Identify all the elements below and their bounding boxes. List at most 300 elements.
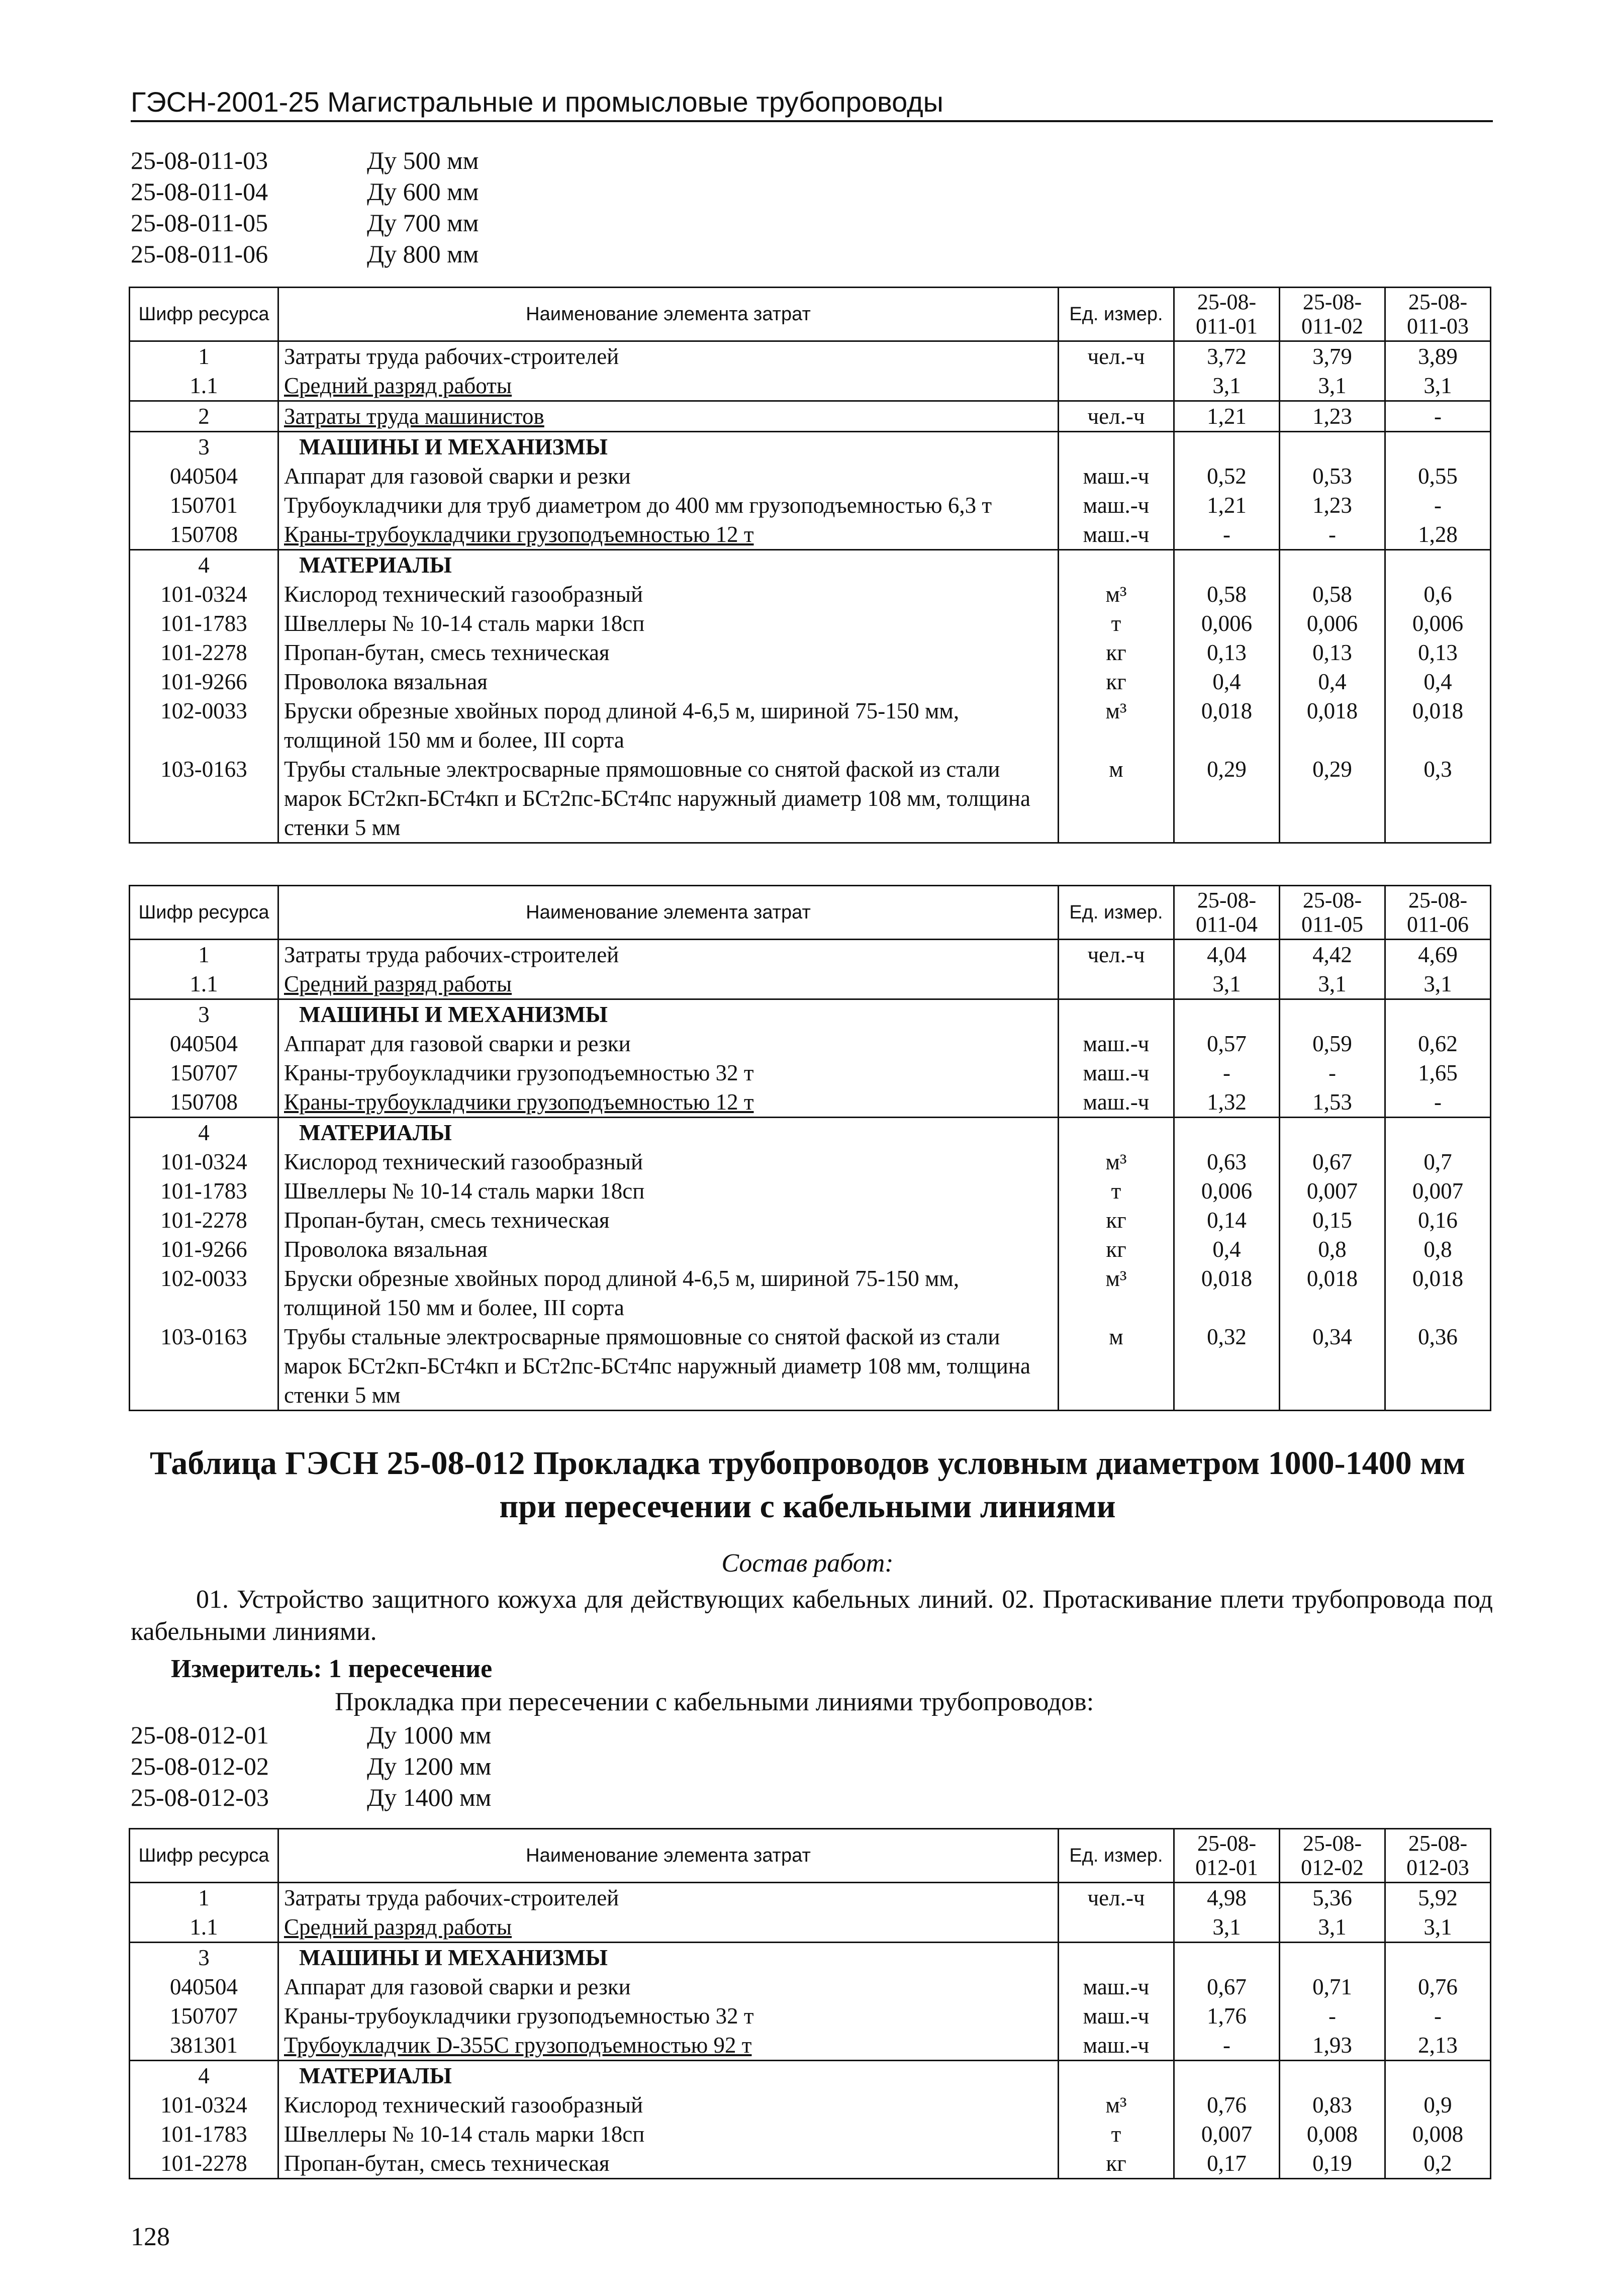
code-line xyxy=(131,207,479,238)
cell-value xyxy=(1280,550,1385,580)
cell-value: 0,007 xyxy=(1385,1176,1491,1206)
cell-value: 0,018 xyxy=(1174,1264,1280,1322)
header-row xyxy=(130,886,1491,940)
cell-value: 3,89 xyxy=(1385,341,1491,372)
cell-unit: чел.-ч xyxy=(1059,1883,1174,1913)
cell-unit: м³ xyxy=(1059,696,1174,755)
cell-name: МАШИНЫ И МЕХАНИЗМЫ xyxy=(278,432,1059,462)
table-row xyxy=(130,638,1491,667)
cell-value xyxy=(1280,999,1385,1030)
cell-value: 0,4 xyxy=(1174,667,1280,696)
cell-value: 0,007 xyxy=(1280,1176,1385,1206)
cell-value: 1,21 xyxy=(1174,401,1280,432)
cell-unit: маш.-ч xyxy=(1059,2001,1174,2031)
cell-value: 0,19 xyxy=(1280,2149,1385,2179)
table-row xyxy=(130,609,1491,638)
cell-name: Кислород технический газообразный xyxy=(278,2090,1059,2120)
codes-list-mid xyxy=(131,1719,491,1813)
cell-value: 0,67 xyxy=(1174,1972,1280,2001)
cell-value: 0,8 xyxy=(1280,1235,1385,1264)
section-row xyxy=(130,1943,1491,1973)
cell-value: 0,16 xyxy=(1385,1206,1491,1235)
cell-value: 0,29 xyxy=(1174,755,1280,843)
cell-code: 1 xyxy=(130,341,278,372)
cell-unit: маш.-ч xyxy=(1059,1087,1174,1118)
section-row xyxy=(130,550,1491,580)
table-row xyxy=(130,969,1491,999)
cell-value: 0,76 xyxy=(1385,1972,1491,2001)
cell-value: 0,62 xyxy=(1385,1029,1491,1058)
codes-intro: Прокладка при пересечении с кабельными линиями трубопроводов: xyxy=(335,1688,1094,1716)
column-header-name: Наименование элемента затрат xyxy=(278,1829,1059,1883)
cell-value xyxy=(1385,1118,1491,1148)
cell-value xyxy=(1280,432,1385,462)
cell-name: Трубоукладчик D-355C грузоподъемностью 92 т xyxy=(278,2031,1059,2061)
cell-code: 101-2278 xyxy=(130,2149,278,2179)
table-row xyxy=(130,696,1491,755)
cell-name: Пропан-бутан, смесь техническая xyxy=(278,1206,1059,1235)
cell-value: 1,76 xyxy=(1174,2001,1280,2031)
table-row xyxy=(130,1029,1491,1058)
cell-value: - xyxy=(1385,491,1491,520)
cell-value xyxy=(1174,550,1280,580)
cell-name: Пропан-бутан, смесь техническая xyxy=(278,638,1059,667)
cell-value: 0,14 xyxy=(1174,1206,1280,1235)
code-line xyxy=(131,176,479,207)
table-row xyxy=(130,1206,1491,1235)
cell-value: 0,29 xyxy=(1280,755,1385,843)
column-header-norm: 25-08-011-05 xyxy=(1280,886,1385,940)
cell-value: 3,72 xyxy=(1174,341,1280,372)
table-title-line: Таблица ГЭСН 25-08-012 Прокладка трубопроводов условным диаметром 1000-1400 мм xyxy=(149,1445,1466,1482)
cell-name: Кислород технический газообразный xyxy=(278,580,1059,609)
cell-code: 4 xyxy=(130,1118,278,1148)
cell-code: 1.1 xyxy=(130,371,278,401)
works-description: 01. Устройство защитного кожуха для действующих кабельных линий. 02. Протаскивание плети трубопровода под кабельными линиями. xyxy=(131,1585,1493,1646)
cell-value: 3,1 xyxy=(1174,1912,1280,1943)
code-line xyxy=(131,1719,491,1751)
cell-value: 0,018 xyxy=(1385,1264,1491,1322)
cell-code: 4 xyxy=(130,550,278,580)
section-row xyxy=(130,432,1491,462)
table-row xyxy=(130,1322,1491,1411)
column-header-unit: Ед. измер. xyxy=(1059,1829,1174,1883)
cell-unit xyxy=(1059,1912,1174,1943)
cell-value: 4,04 xyxy=(1174,940,1280,970)
cell-value: - xyxy=(1174,2031,1280,2061)
cell-value: 0,018 xyxy=(1280,696,1385,755)
cell-code: 150701 xyxy=(130,491,278,520)
table-row xyxy=(130,1883,1491,1913)
table-row xyxy=(130,1972,1491,2001)
cell-value: 0,71 xyxy=(1280,1972,1385,2001)
cell-value: - xyxy=(1385,401,1491,432)
code: 25-08-012-03 xyxy=(131,1783,269,1811)
cell-value: 1,93 xyxy=(1280,2031,1385,2061)
cell-value: 0,57 xyxy=(1174,1029,1280,1058)
cell-code: 102-0033 xyxy=(130,696,278,755)
cell-value: 0,3 xyxy=(1385,755,1491,843)
cell-value: 0,76 xyxy=(1174,2090,1280,2120)
cell-unit: кг xyxy=(1059,1206,1174,1235)
works-heading: Состав работ: xyxy=(721,1549,894,1578)
table-row xyxy=(130,1264,1491,1322)
diameter: Ду 500 мм xyxy=(367,146,479,174)
cell-value: 3,1 xyxy=(1280,1912,1385,1943)
code: 25-08-011-03 xyxy=(131,146,268,174)
cell-name: Средний разряд работы xyxy=(278,969,1059,999)
cell-value: 3,1 xyxy=(1385,1912,1491,1943)
cell-unit: кг xyxy=(1059,2149,1174,2179)
cell-value: 0,018 xyxy=(1385,696,1491,755)
cell-value: 1,23 xyxy=(1280,401,1385,432)
cell-code: 150708 xyxy=(130,520,278,550)
cell-unit: маш.-ч xyxy=(1059,520,1174,550)
cell-name: Трубы стальные электросварные прямошовные со снятой фаской из стали марок БСт2кп-БСт4кп и БСт2пс-БСт4пс наружный диаметр 108 мм, толщина стенки 5 мм xyxy=(278,1322,1059,1411)
code: 25-08-012-01 xyxy=(131,1721,269,1749)
cell-code: 150707 xyxy=(130,1058,278,1087)
column-header-norm: 25-08-011-01 xyxy=(1174,288,1280,341)
cell-value: 0,53 xyxy=(1280,462,1385,491)
cell-value: 0,2 xyxy=(1385,2149,1491,2179)
cell-name: МАТЕРИАЛЫ xyxy=(278,550,1059,580)
cell-name: Краны-трубоукладчики грузоподъемностью 32 т xyxy=(278,2001,1059,2031)
cell-name: Затраты труда рабочих-строителей xyxy=(278,341,1059,372)
code: 25-08-011-05 xyxy=(131,209,268,237)
table-row xyxy=(130,341,1491,372)
cell-name: Проволока вязальная xyxy=(278,667,1059,696)
cell-value: 0,007 xyxy=(1174,2120,1280,2149)
column-header-name: Наименование элемента затрат xyxy=(278,886,1059,940)
cell-code: 381301 xyxy=(130,2031,278,2061)
cell-name: Трубоукладчики для труб диаметром до 400 мм грузоподъемностью 6,3 т xyxy=(278,491,1059,520)
cell-unit: т xyxy=(1059,609,1174,638)
table-row xyxy=(130,1176,1491,1206)
column-header-norm: 25-08-011-04 xyxy=(1174,886,1280,940)
cell-name: Затраты труда машинистов xyxy=(278,401,1059,432)
cell-value xyxy=(1174,1118,1280,1148)
cell-value: - xyxy=(1280,520,1385,550)
cell-value: - xyxy=(1385,1087,1491,1118)
cell-value xyxy=(1385,999,1491,1030)
cell-value: 0,83 xyxy=(1280,2090,1385,2120)
column-header-norm: 25-08-012-01 xyxy=(1174,1829,1280,1883)
cell-value: 0,15 xyxy=(1280,1206,1385,1235)
table-row xyxy=(130,462,1491,491)
cell-value: 0,34 xyxy=(1280,1322,1385,1411)
table-row xyxy=(130,1087,1491,1118)
cell-name: Пропан-бутан, смесь техническая xyxy=(278,2149,1059,2179)
column-header-norm: 25-08-012-03 xyxy=(1385,1829,1491,1883)
cell-name: Средний разряд работы xyxy=(278,371,1059,401)
cell-value xyxy=(1385,550,1491,580)
diameter: Ду 600 мм xyxy=(367,177,479,206)
cell-value: 0,006 xyxy=(1280,609,1385,638)
cell-name: МАТЕРИАЛЫ xyxy=(278,1118,1059,1148)
cell-value xyxy=(1385,2061,1491,2091)
cell-value: 0,008 xyxy=(1280,2120,1385,2149)
cell-unit: м³ xyxy=(1059,1147,1174,1176)
measure-unit: Измеритель: 1 пересечение xyxy=(171,1655,493,1683)
cell-value: 5,92 xyxy=(1385,1883,1491,1913)
cell-name: Затраты труда рабочих-строителей xyxy=(278,1883,1059,1913)
cell-name: Трубы стальные электросварные прямошовные со снятой фаской из стали марок БСт2кп-БСт4кп и БСт2пс-БСт4пс наружный диаметр 108 мм, толщина стенки 5 мм xyxy=(278,755,1059,843)
column-header-norm: 25-08-012-02 xyxy=(1280,1829,1385,1883)
header-row xyxy=(130,288,1491,341)
column-header-code: Шифр ресурса xyxy=(130,886,278,940)
diameter: Ду 1200 мм xyxy=(367,1752,492,1780)
cell-name: Средний разряд работы xyxy=(278,1912,1059,1943)
cell-value xyxy=(1385,432,1491,462)
cell-unit: маш.-ч xyxy=(1059,462,1174,491)
cell-unit xyxy=(1059,1943,1174,1973)
cell-value: 0,006 xyxy=(1174,1176,1280,1206)
cell-code: 101-0324 xyxy=(130,2090,278,2120)
cell-name: Бруски обрезные хвойных пород длиной 4-6,5 м, шириной 75-150 мм, толщиной 150 мм и более, III сорта xyxy=(278,1264,1059,1322)
cell-code: 102-0033 xyxy=(130,1264,278,1322)
cell-unit: м xyxy=(1059,1322,1174,1411)
cell-unit: т xyxy=(1059,2120,1174,2149)
cell-code: 150707 xyxy=(130,2001,278,2031)
cell-value: 0,58 xyxy=(1174,580,1280,609)
cell-value: 0,63 xyxy=(1174,1147,1280,1176)
table-row xyxy=(130,371,1491,401)
cell-code: 3 xyxy=(130,999,278,1030)
cell-unit: маш.-ч xyxy=(1059,1058,1174,1087)
cell-value: 0,13 xyxy=(1385,638,1491,667)
cell-name: МАШИНЫ И МЕХАНИЗМЫ xyxy=(278,1943,1059,1973)
cell-value: 0,4 xyxy=(1385,667,1491,696)
cell-value: 3,1 xyxy=(1174,969,1280,999)
cell-name: МАТЕРИАЛЫ xyxy=(278,2061,1059,2091)
code: 25-08-011-06 xyxy=(131,240,268,268)
cell-value xyxy=(1280,2061,1385,2091)
cell-unit: м xyxy=(1059,755,1174,843)
cell-code: 040504 xyxy=(130,1029,278,1058)
table-row xyxy=(130,2090,1491,2120)
cell-unit: маш.-ч xyxy=(1059,1029,1174,1058)
column-header-name: Наименование элемента затрат xyxy=(278,288,1059,341)
cell-value: 3,1 xyxy=(1174,371,1280,401)
cell-unit: чел.-ч xyxy=(1059,401,1174,432)
cell-value xyxy=(1385,1943,1491,1973)
column-header-unit: Ед. измер. xyxy=(1059,886,1174,940)
cell-code: 103-0163 xyxy=(130,1322,278,1411)
cell-value: 0,13 xyxy=(1174,638,1280,667)
cell-value: 4,98 xyxy=(1174,1883,1280,1913)
cell-name: Краны-трубоукладчики грузоподъемностью 12 т xyxy=(278,520,1059,550)
column-header-unit: Ед. измер. xyxy=(1059,288,1174,341)
cell-code: 103-0163 xyxy=(130,755,278,843)
cell-value: 0,32 xyxy=(1174,1322,1280,1411)
cell-name: Проволока вязальная xyxy=(278,1235,1059,1264)
table-row xyxy=(130,401,1491,432)
table-row xyxy=(130,1058,1491,1087)
table-title-line: при пересечении с кабельными линиями xyxy=(499,1488,1116,1525)
cell-unit xyxy=(1059,550,1174,580)
resource-table-3 xyxy=(129,1828,1491,2179)
cell-code: 101-1783 xyxy=(130,1176,278,1206)
cell-code: 101-9266 xyxy=(130,1235,278,1264)
table-row xyxy=(130,2120,1491,2149)
cell-unit: м³ xyxy=(1059,1264,1174,1322)
table-row xyxy=(130,755,1491,843)
cell-value: - xyxy=(1174,1058,1280,1087)
cell-code: 4 xyxy=(130,2061,278,2091)
column-header-norm: 25-08-011-02 xyxy=(1280,288,1385,341)
page-number: 128 xyxy=(131,2223,170,2251)
cell-code: 3 xyxy=(130,1943,278,1973)
table-title xyxy=(101,1442,1514,1528)
diameter: Ду 700 мм xyxy=(367,209,479,237)
cell-name: Швеллеры № 10-14 сталь марки 18сп xyxy=(278,609,1059,638)
code: 25-08-011-04 xyxy=(131,177,268,206)
cell-value: 0,006 xyxy=(1385,609,1491,638)
cell-value: 4,42 xyxy=(1280,940,1385,970)
cell-code: 101-1783 xyxy=(130,609,278,638)
cell-value: 1,32 xyxy=(1174,1087,1280,1118)
cell-value: - xyxy=(1280,2001,1385,2031)
column-header-norm: 25-08-011-03 xyxy=(1385,288,1491,341)
cell-value xyxy=(1174,1943,1280,1973)
cell-value xyxy=(1280,1943,1385,1973)
cell-value: 0,17 xyxy=(1174,2149,1280,2179)
code-line xyxy=(131,145,479,176)
table-row xyxy=(130,1912,1491,1943)
cell-value: 0,8 xyxy=(1385,1235,1491,1264)
cell-name: Затраты труда рабочих-строителей xyxy=(278,940,1059,970)
cell-value: 1,23 xyxy=(1280,491,1385,520)
section-row xyxy=(130,1118,1491,1148)
running-header: ГЭСН-2001-25 Магистральные и промысловые трубопроводы xyxy=(131,85,1493,122)
cell-code: 101-2278 xyxy=(130,1206,278,1235)
resource-table-1 xyxy=(129,287,1491,844)
cell-value: 3,1 xyxy=(1385,371,1491,401)
cell-value: 0,4 xyxy=(1280,667,1385,696)
cell-value: 0,13 xyxy=(1280,638,1385,667)
cell-unit: м³ xyxy=(1059,580,1174,609)
cell-unit xyxy=(1059,371,1174,401)
table-row xyxy=(130,1235,1491,1264)
cell-value: 0,58 xyxy=(1280,580,1385,609)
column-header-code: Шифр ресурса xyxy=(130,288,278,341)
table-row xyxy=(130,2149,1491,2179)
diameter: Ду 1000 мм xyxy=(367,1721,492,1749)
cell-code: 1.1 xyxy=(130,1912,278,1943)
cell-unit xyxy=(1059,969,1174,999)
cell-unit xyxy=(1059,2061,1174,2091)
table-row xyxy=(130,520,1491,550)
cell-value: 0,018 xyxy=(1280,1264,1385,1322)
header-row xyxy=(130,1829,1491,1883)
cell-name: Краны-трубоукладчики грузоподъемностью 12 т xyxy=(278,1087,1059,1118)
cell-code: 101-0324 xyxy=(130,1147,278,1176)
cell-unit: чел.-ч xyxy=(1059,341,1174,372)
cell-value: 3,1 xyxy=(1280,371,1385,401)
cell-name: Швеллеры № 10-14 сталь марки 18сп xyxy=(278,1176,1059,1206)
cell-value: - xyxy=(1174,520,1280,550)
cell-value: 3,79 xyxy=(1280,341,1385,372)
cell-value: 3,1 xyxy=(1385,969,1491,999)
cell-unit: т xyxy=(1059,1176,1174,1206)
table-row xyxy=(130,580,1491,609)
cell-code: 101-1783 xyxy=(130,2120,278,2149)
cell-code: 040504 xyxy=(130,1972,278,2001)
cell-code: 1 xyxy=(130,1883,278,1913)
cell-value: 5,36 xyxy=(1280,1883,1385,1913)
cell-name: Аппарат для газовой сварки и резки xyxy=(278,1972,1059,2001)
cell-code: 1.1 xyxy=(130,969,278,999)
cell-name: Швеллеры № 10-14 сталь марки 18сп xyxy=(278,2120,1059,2149)
cell-unit: кг xyxy=(1059,667,1174,696)
resource-table-2 xyxy=(129,885,1491,1411)
code-line xyxy=(131,1751,491,1782)
table-row xyxy=(130,667,1491,696)
cell-value: 1,53 xyxy=(1280,1087,1385,1118)
cell-code: 1 xyxy=(130,940,278,970)
table-row xyxy=(130,491,1491,520)
cell-value: 4,69 xyxy=(1385,940,1491,970)
cell-unit: маш.-ч xyxy=(1059,1972,1174,2001)
cell-value: 0,018 xyxy=(1174,696,1280,755)
cell-value: 0,6 xyxy=(1385,580,1491,609)
cell-code: 101-9266 xyxy=(130,667,278,696)
cell-value xyxy=(1174,2061,1280,2091)
cell-code: 2 xyxy=(130,401,278,432)
cell-unit: кг xyxy=(1059,1235,1174,1264)
cell-value: 1,28 xyxy=(1385,520,1491,550)
code: 25-08-012-02 xyxy=(131,1752,269,1780)
cell-value xyxy=(1174,432,1280,462)
cell-name: Кислород технический газообразный xyxy=(278,1147,1059,1176)
cell-value: - xyxy=(1385,2001,1491,2031)
cell-value: - xyxy=(1280,1058,1385,1087)
table-row xyxy=(130,1147,1491,1176)
table-row xyxy=(130,2031,1491,2061)
cell-unit xyxy=(1059,432,1174,462)
cell-name: Аппарат для газовой сварки и резки xyxy=(278,462,1059,491)
code-line xyxy=(131,1782,491,1813)
section-row xyxy=(130,2061,1491,2091)
cell-value: 0,52 xyxy=(1174,462,1280,491)
cell-name: Краны-трубоукладчики грузоподъемностью 32 т xyxy=(278,1058,1059,1087)
cell-unit xyxy=(1059,1118,1174,1148)
column-header-norm: 25-08-011-06 xyxy=(1385,886,1491,940)
cell-unit xyxy=(1059,999,1174,1030)
cell-unit: чел.-ч xyxy=(1059,940,1174,970)
section-row xyxy=(130,999,1491,1030)
cell-value: 0,008 xyxy=(1385,2120,1491,2149)
cell-code: 040504 xyxy=(130,462,278,491)
cell-unit: маш.-ч xyxy=(1059,491,1174,520)
column-header-code: Шифр ресурса xyxy=(130,1829,278,1883)
cell-value xyxy=(1174,999,1280,1030)
cell-value: 0,36 xyxy=(1385,1322,1491,1411)
cell-name: МАШИНЫ И МЕХАНИЗМЫ xyxy=(278,999,1059,1030)
diameter: Ду 800 мм xyxy=(367,240,479,268)
cell-value: 0,006 xyxy=(1174,609,1280,638)
cell-name: Бруски обрезные хвойных пород длиной 4-6,5 м, шириной 75-150 мм, толщиной 150 мм и более, III сорта xyxy=(278,696,1059,755)
table-row xyxy=(130,2001,1491,2031)
cell-unit: кг xyxy=(1059,638,1174,667)
cell-value: 2,13 xyxy=(1385,2031,1491,2061)
diameter: Ду 1400 мм xyxy=(367,1783,492,1811)
cell-value: 0,59 xyxy=(1280,1029,1385,1058)
cell-code: 101-2278 xyxy=(130,638,278,667)
cell-value: 0,9 xyxy=(1385,2090,1491,2120)
cell-value: 3,1 xyxy=(1280,969,1385,999)
cell-code: 101-0324 xyxy=(130,580,278,609)
